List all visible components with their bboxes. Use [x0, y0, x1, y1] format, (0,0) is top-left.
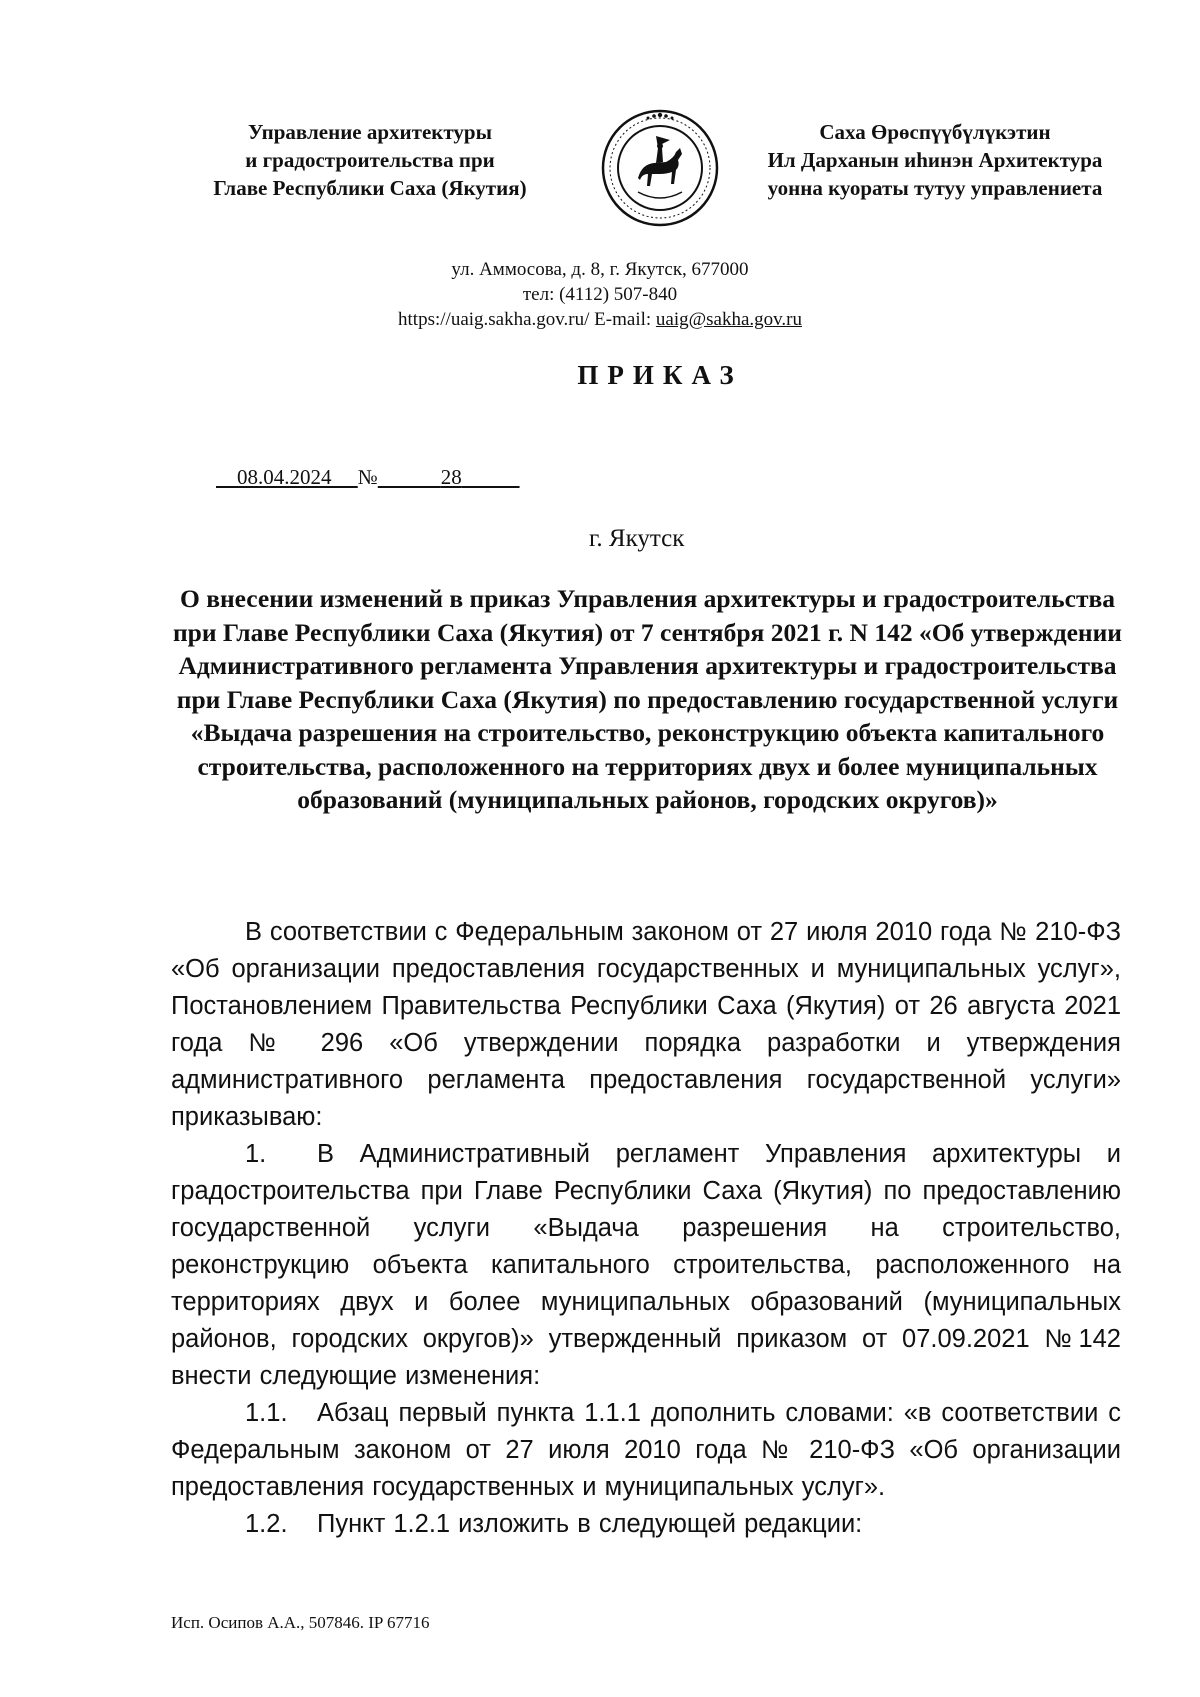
item-1-text: В Административный регламент Управления архитектуры и градостроительства при Главе Республики Саха (Якутия) по предоставлению государственной услуги «Выдача разрешения на строительство, реконструкцию объекта капитального строительства, расположенного на территориях двух и более муниципальных образований (муниципальных районов, городских округов)» утвержденный приказом от 07.09.2021 №142 внести следующие изменения:: [171, 1140, 1121, 1390]
order-number: 28: [440, 465, 462, 489]
address-block: [300, 257, 900, 332]
item-1-2: [171, 1506, 1121, 1543]
order-date: 08.04.2024: [237, 465, 332, 489]
website-link[interactable]: https://uaig.sakha.gov.ru/: [398, 309, 590, 330]
item-1-number: 1.: [245, 1140, 267, 1168]
intro-paragraph: В соответствии с Федеральным законом от 27 июля 2010 года № 210-ФЗ «Об организации предоставления государственных и муниципальных услуг», Постановлением Правительства Республики Саха (Якутия) от 26 августа 2021 года № 296 «Об утверждении порядка разработки и утверждения административного регламента предоставления государственной услуги» приказываю:: [171, 918, 1121, 1131]
order-city: г. Якутск: [589, 525, 685, 552]
coat-of-arms-emblem: [600, 108, 720, 228]
header-left-line-1: Управление архитектуры: [247, 120, 493, 144]
item-1-1: [171, 1395, 1121, 1506]
document-title: О внесении изменений в приказ Управления архитектуры и градостроительства при Главе Республики Саха (Якутия) от 7 сентября 2021 г. N 142 «Об утверждении Административного регламента Управления архитектуры и градостроительства при Главе Республики Саха (Якутия) по предоставлению государственной услуги «Выдача разрешения на строительство, реконструкцию объекта капитального строительства, расположенного на территориях двух и более муниципальных образований (муниципальных районов, городских округов)»: [172, 584, 1122, 814]
item-1-2-number: 1.2.: [245, 1510, 288, 1538]
number-sign: №: [357, 465, 378, 489]
item-1: [171, 1136, 1121, 1395]
header-right-line-2: Ил Дарханын иһинэн Архитектура: [767, 148, 1103, 172]
header-left-line-2: и градостроительства при: [245, 148, 495, 172]
header-right-line-3: уонна куораты тутуу управлениета: [767, 176, 1103, 200]
phone-line: тел: (4112) 507-840: [522, 284, 678, 305]
header-left: [150, 118, 590, 202]
executor-footer: Исп. Осипов А.А., 507846. IP 67716: [171, 1613, 430, 1632]
email-label: E-mail:: [594, 309, 652, 330]
web-line: [300, 307, 900, 332]
header-right: [735, 118, 1135, 202]
document-type: ПРИКАЗ: [577, 360, 743, 390]
header-right-line-1: Саха Өрөспүүбүлүкэтин: [819, 120, 1051, 144]
address-line: ул. Аммосова, д. 8, г. Якутск, 677000: [451, 259, 749, 280]
email-link[interactable]: uaig@sakha.gov.ru: [655, 309, 802, 330]
header-left-line-3: Главе Республики Саха (Якутия): [213, 176, 527, 200]
order-date-number: [216, 465, 520, 490]
item-1-1-text: Абзац первый пункта 1.1.1 дополнить словами: «в соответствии с Федеральным законом от 27 июля 2010 года № 210-ФЗ «Об организации предоставления государственных и муниципальных услуг».: [171, 1399, 1121, 1501]
item-1-2-text: Пункт 1.2.1 изложить в следующей редакции:: [317, 1510, 863, 1538]
document-body: [171, 914, 1121, 1543]
item-1-1-number: 1.1.: [245, 1399, 288, 1427]
